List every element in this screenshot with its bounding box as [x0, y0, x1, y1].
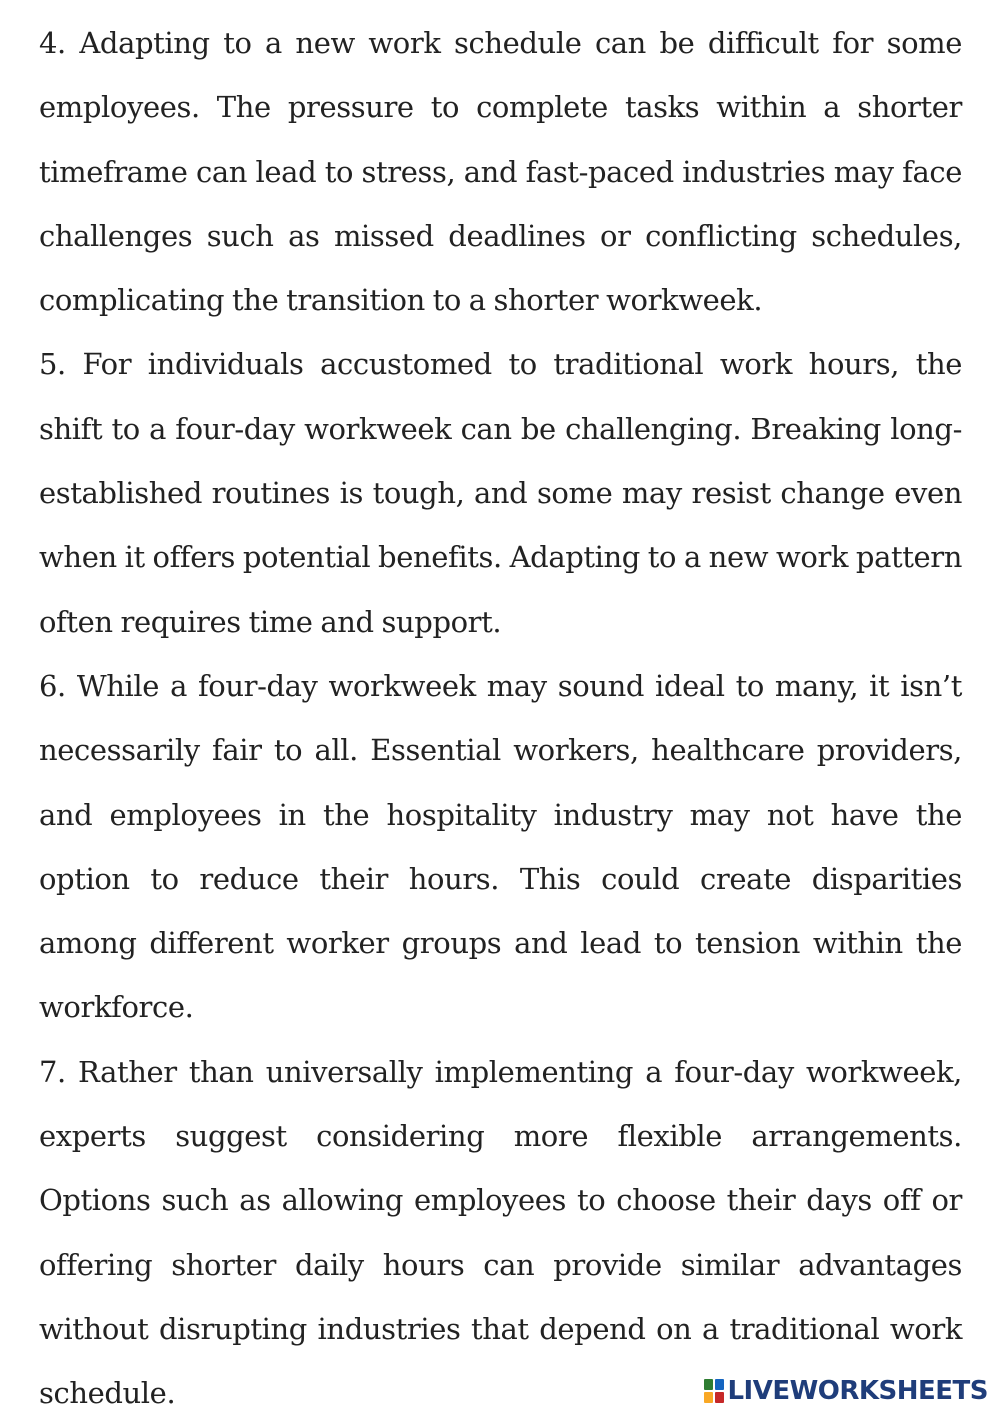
- paragraph-4: 4. Adapting to a new work schedule can be difficult for some employees. The pressure to complete tasks within a shorter timeframe can lead to stress, and fast-paced industries may face challenges such as missed deadlines or conflicting schedules, complicating the transition to a shorter workweek.: [39, 26, 962, 318]
- liveworksheets-logo-icon: [704, 1379, 724, 1403]
- paragraph-7: 7. Rather than universally implementing a four-day workweek, experts suggest considering more flexible arrangements. Options such as allowing employees to choose their days off or offering shorter daily hours can provide similar advantages without disrupting industries that depend on a traditional work schedule.: [39, 1054, 962, 1411]
- liveworksheets-brand[interactable]: [704, 1376, 988, 1406]
- document-body: [39, 11, 962, 1426]
- brand-name: LIVEWORKSHEETS: [727, 1376, 988, 1406]
- paragraph-5: 5. For individuals accustomed to traditional work hours, the shift to a four-day workweek can be challenging. Breaking long-established routines is tough, and some may resist change even when it offers potential benefits. Adapting to a new work pattern often requires time and support.: [39, 347, 962, 639]
- paragraph-6: 6. While a four-day workweek may sound ideal to many, it isn’t necessarily fair to all. Essential workers, healthcare providers, and employees in the hospitality industry may not have the option to reduce their hours. This could create disparities among different worker groups and lead to tension within the workforce.: [39, 668, 962, 1025]
